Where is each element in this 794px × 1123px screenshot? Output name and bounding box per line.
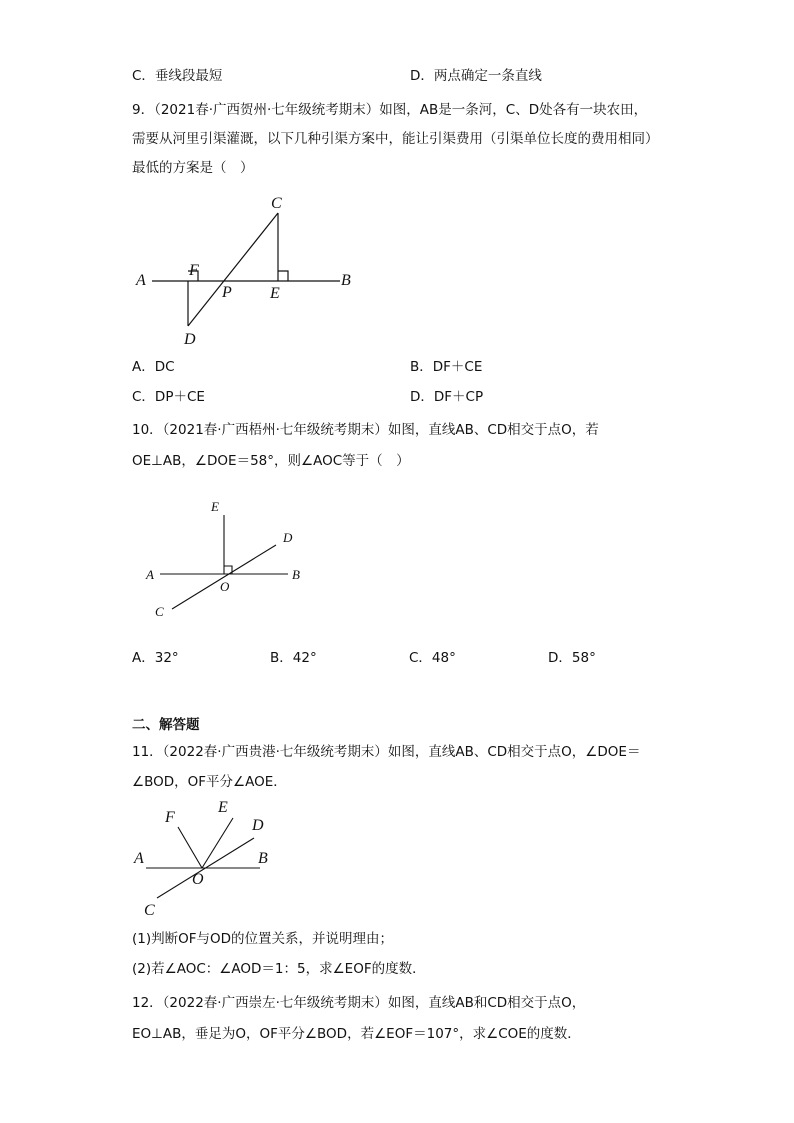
q9-label-d: D: [184, 331, 196, 348]
q9-option-d: D．DF＋CP: [410, 389, 484, 405]
q11-subquestion-1: (1)判断OF与OD的位置关系，并说明理由；: [132, 931, 394, 947]
q9-label-b: B: [341, 272, 351, 289]
q11-label-f: F: [165, 809, 175, 826]
q10-label-e: E: [211, 499, 219, 514]
q10-stem-line2: OE⊥AB，∠DOE＝58°，则∠AOC等于（ ）: [132, 453, 410, 469]
q9-segment-dc: [188, 213, 278, 326]
q8-option-c: C．垂线段最短: [132, 68, 223, 84]
q11-stem-line2: ∠BOD，OF平分∠AOE．: [132, 774, 287, 790]
q11-label-c: C: [144, 902, 155, 919]
q9-right-angle-e: [278, 271, 288, 281]
q9-label-p: P: [222, 284, 232, 301]
q9-stem-line1: 9．（2021春·广西贺州·七年级统考期末）如图，AB是一条河，C、D处各有一块农田，: [132, 102, 648, 118]
q11-label-e: E: [218, 799, 228, 816]
q10-label-d: D: [283, 530, 293, 545]
q11-line-cd: [157, 838, 254, 898]
q9-label-c: C: [271, 195, 282, 212]
q10-label-o: O: [220, 579, 230, 594]
q10-label-a: A: [146, 567, 154, 582]
q8-option-d: D．两点确定一条直线: [410, 68, 542, 84]
q9-label-e: E: [270, 285, 280, 302]
q10-stem-line1: 10．（2021春·广西梧州·七年级统考期末）如图，直线AB、CD相交于点O，若: [132, 422, 599, 438]
q10-label-c: C: [155, 604, 164, 619]
q10-option-b: B．42°: [270, 650, 317, 666]
q12-stem-line2: EO⊥AB，垂足为O，OF平分∠BOD，若∠EOF＝107°，求∠COE的度数．: [132, 1026, 581, 1042]
q10-option-a: A．32°: [132, 650, 179, 666]
q11-label-d: D: [252, 817, 264, 834]
q11-label-o: O: [192, 871, 204, 888]
q9-option-c: C．DP＋CE: [132, 389, 205, 405]
section-title-solve: 二、解答题: [132, 717, 200, 733]
q11-label-a: A: [134, 850, 144, 867]
q10-line-cd: [172, 545, 276, 609]
q11-ray-of: [178, 827, 202, 868]
q11-subquestion-2: (2)若∠AOC：∠AOD＝1：5，求∠EOF的度数．: [132, 961, 426, 977]
q10-option-d: D．58°: [548, 650, 596, 666]
q11-ray-oe: [202, 818, 233, 868]
q11-label-b: B: [258, 850, 268, 867]
q10-option-c: C．48°: [409, 650, 456, 666]
q9-stem-line2: 需要从河里引渠灌溉，以下几种引渠方案中，能让引渠费用（引渠单位长度的费用相同）: [132, 131, 659, 147]
q11-stem-line1: 11．（2022春·广西贵港·七年级统考期末）如图，直线AB、CD相交于点O，∠DOE＝: [132, 744, 641, 760]
q10-right-angle: [224, 566, 232, 574]
q9-option-b: B．DF＋CE: [410, 359, 483, 375]
q9-label-a: A: [136, 272, 146, 289]
q9-stem-line3: 最低的方案是（ ）: [132, 160, 254, 176]
q9-option-a: A．DC: [132, 359, 175, 375]
q10-label-b: B: [292, 567, 300, 582]
q12-stem-line1: 12．（2022春·广西崇左·七年级统考期末）如图，直线AB和CD相交于点O，: [132, 995, 586, 1011]
q9-label-f: F: [189, 262, 199, 279]
